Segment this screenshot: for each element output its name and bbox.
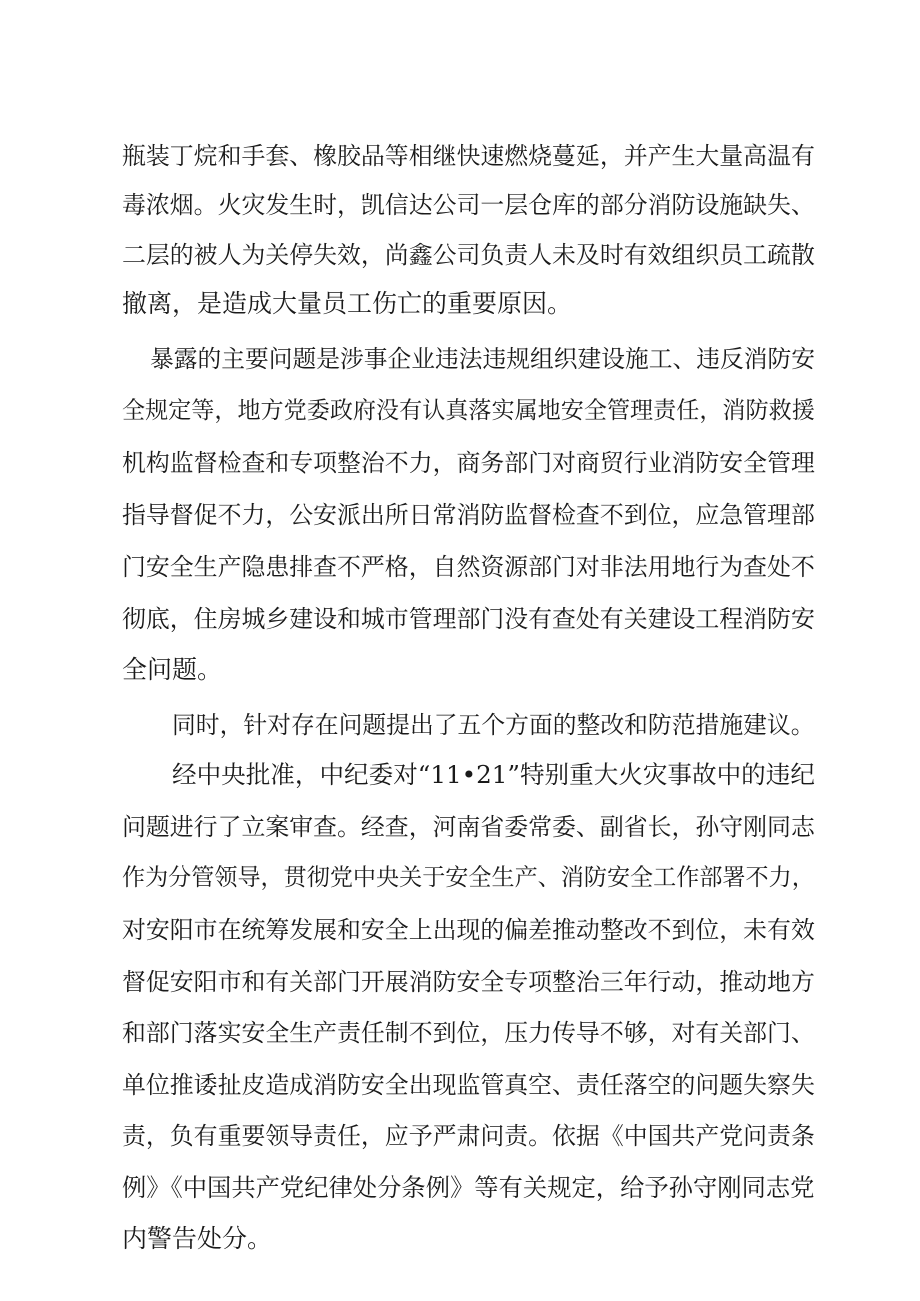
text-line: 全规定等，地方党委政府没有认真落实属地安全管理责任，消防救援: [122, 398, 815, 424]
text-line: 对安阳市在统筹发展和安全上出现的偏差推动整改不到位，未有效: [122, 916, 815, 944]
text-line: 撤离，是造成大量员工伤亡的重要原因。: [122, 289, 573, 318]
text-line: 机构监督检查和专项整治不力，商务部门对商贸行业消防安全管理: [122, 449, 815, 477]
text-line: 彻底，住房城乡建设和城市管理部门没有查处有关建设工程消防安: [122, 605, 815, 633]
text-line: 经中央批准，中纪委对“11•21”特别重大火灾事故中的违纪: [172, 760, 815, 789]
text-line: 内警告处分。: [122, 1224, 273, 1253]
text-line: 督促安阳市和有关部门开展消防安全专项整治三年行动，推动地方: [122, 968, 815, 996]
text-line: 门安全生产隐患排查不严格，自然资源部门对非法用地行为查处不: [122, 553, 815, 581]
text-line: 例》《中国共产党纪律处分条例》等有关规定，给予孙守刚同志党: [122, 1173, 815, 1202]
text-line: 问题进行了立案审查。经查，河南省委常委、副省长，孙守刚同志: [122, 813, 815, 841]
text-line: 同时，针对存在问题提出了五个方面的整改和防范措施建议。: [172, 711, 815, 739]
text-line: 二层的被人为关停失效，尚鑫公司负责人未及时有效组织员工疏散: [122, 241, 815, 269]
text-line: 瓶装丁烷和手套、橡胶品等相继快速燃烧蔓延，并产生大量高温有: [122, 142, 815, 170]
text-line: 全问题。: [122, 655, 223, 684]
text-line: 责，负有重要领导责任，应予严肃问责。依据《中国共产党问责条: [122, 1122, 815, 1150]
text-line: 单位推诿扯皮造成消防安全出现监管真空、责任落空的问题失察失: [122, 1071, 815, 1099]
text-line: 作为分管领导，贯彻党中央关于安全生产、消防安全工作部署不力，: [122, 865, 815, 891]
text-line: 和部门落实安全生产责任制不到位，压力传导不够，对有关部门、: [122, 1019, 815, 1047]
text-line: 暴露的主要问题是涉事企业违法违规组织建设施工、违反消防安: [150, 345, 816, 373]
text-line: 指导督促不力，公安派出所日常消防监督检查不到位，应急管理部: [122, 501, 815, 529]
text-line: 毒浓烟。火灾发生时，凯信达公司一层仓库的部分消防设施缺失、: [122, 191, 815, 219]
